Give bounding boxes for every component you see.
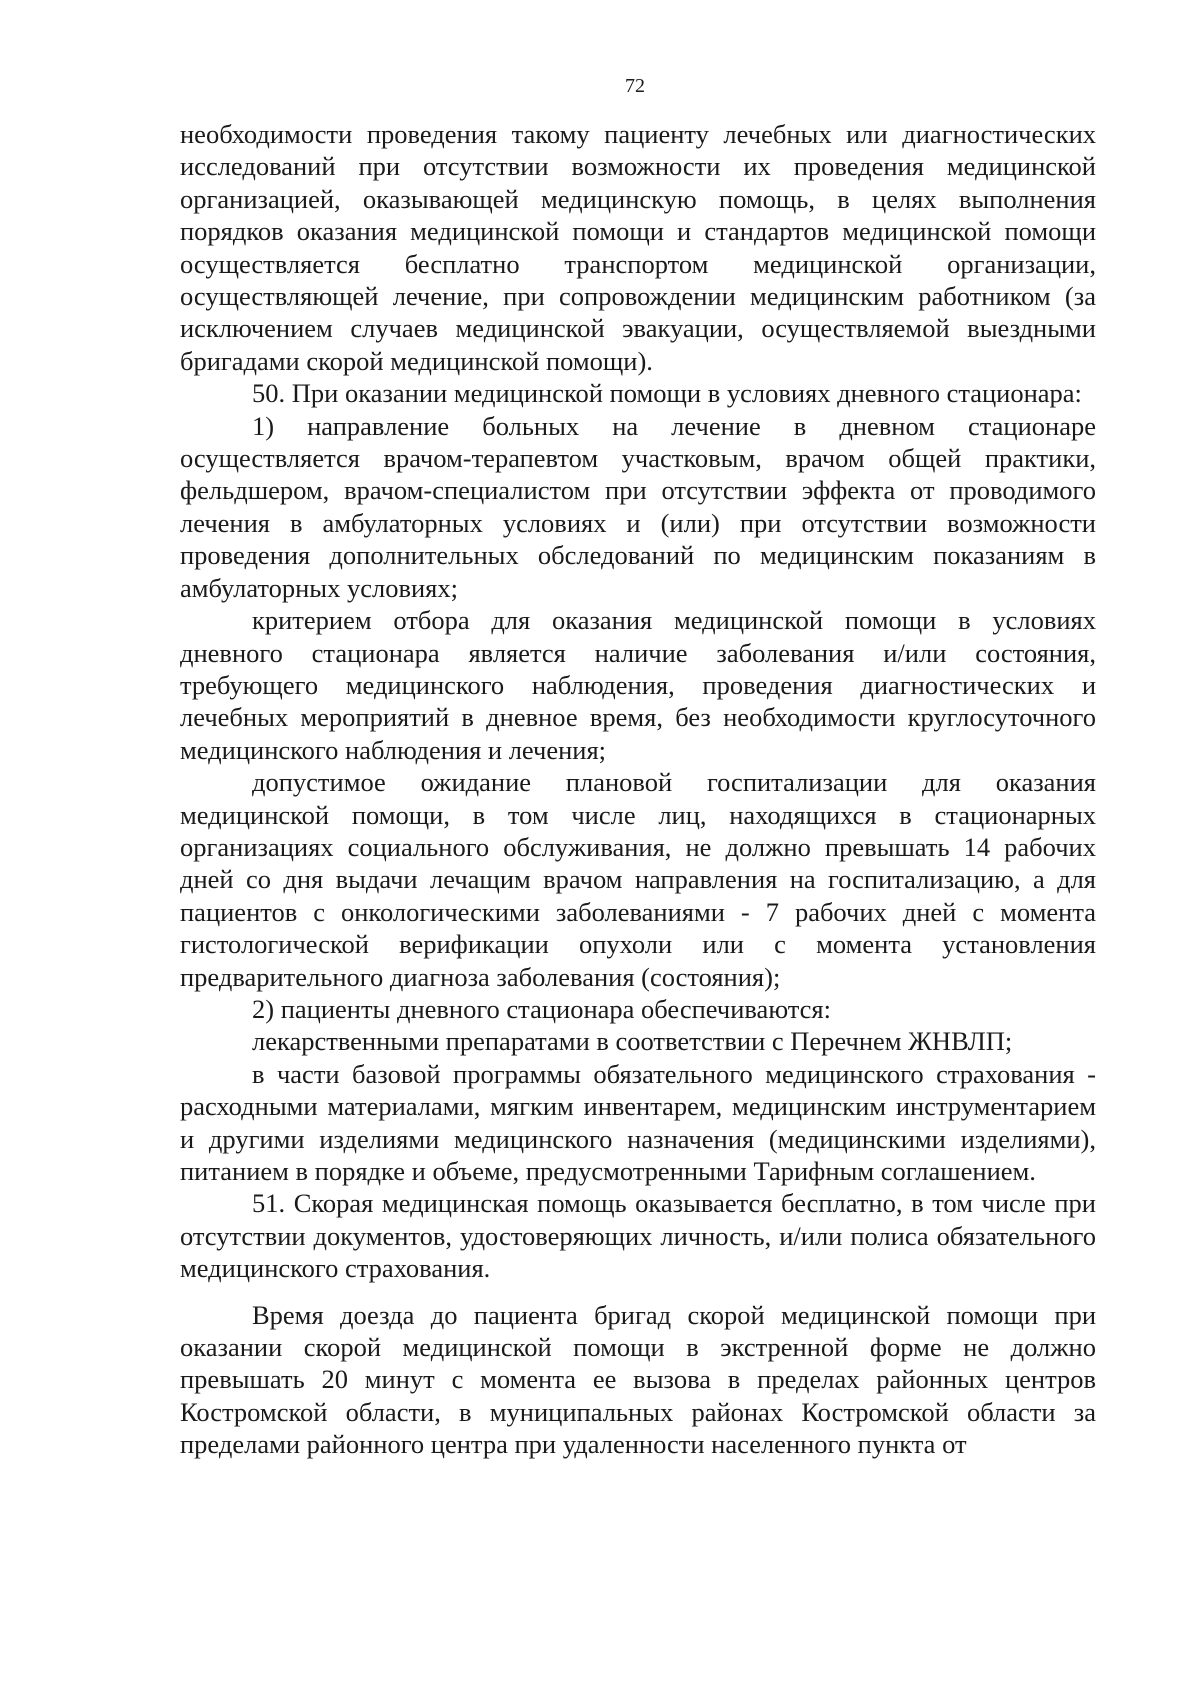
paragraph-waiting-time: допустимое ожидание плановой госпитализации для оказания медицинской помощи, в том числе лиц, находящихся в стационарных организациях социального обслуживания, не должно превышать 14 рабочих дней со дня выдачи лечащим врачом направления на госпитализацию, а для пациентов с онкологическими заболеваниями - 7 рабочих дней с момента гистологической верификации опухоли или с момента установления предварительного диагноза заболевания (состояния); bbox=[180, 767, 1096, 992]
paragraph-medications: лекарственными препаратами в соответствии с Перечнем ЖНВЛП; bbox=[252, 1026, 1013, 1057]
paragraph-selection-criteria: критерием отбора для оказания медицинской помощи в условиях дневного стационара является наличие заболевания и/или состояния, требующего медицинского наблюдения, проведения диагностических и лечебных мероприятий в дневное время, без необходимости круглосуточного медицинского наблюдения и лечения; bbox=[180, 605, 1096, 765]
paragraph-oms-supplies: в части базовой программы обязательного медицинского страхования - расходными материалами, мягким инвентарем, медицинским инструментарием и другими изделиями медицинского назначения (медицинскими изделиями), питанием в порядке и объеме, предусмотренными Тарифным соглашением. bbox=[180, 1058, 1096, 1186]
paragraph-continuation: необходимости проведения такому пациенту лечебных или диагностических исследований при отсутствии возможности их проведения медицинской организацией, оказывающей медицинскую помощь, в целях выполнения порядков оказания медицинской помощи и стандартов медицинской помощи осуществляется бесплатно транспортом медицинской организации, осуществляющей лечение, при сопровождении медицинским работником (за исключением случаев медицинской эвакуации, осуществляемой выездными бригадами скорой медицинской помощи). bbox=[180, 119, 1096, 376]
page-number: 72 bbox=[625, 75, 645, 97]
paragraph-50: 50. При оказании медицинской помощи в условиях дневного стационара: bbox=[252, 378, 1082, 409]
paragraph-50-item-1: 1) направление больных на лечение в дневном стационаре осуществляется врачом-терапевтом участковым, врачом общей практики, фельдшером, врачом-специалистом при отсутствии эффекта от проводимого лечения в амбулаторных условиях и (или) при отсутствии возможности проведения дополнительных обследований по медицинским показаниям в амбулаторных условиях; bbox=[180, 410, 1096, 603]
paragraph-50-item-2: 2) пациенты дневного стационара обеспечиваются: bbox=[252, 993, 831, 1024]
paragraph-arrival-time: Время доезда до пациента бригад скорой медицинской помощи при оказании скорой медицинской помощи в экстренной форме не должно превышать 20 минут с момента ее вызова в пределах районных центров Костромской области, в муниципальных районах Костромской области за пределами районного центра при удаленности населенного пункта от bbox=[180, 1299, 1096, 1460]
paragraph-51: 51. Скорая медицинская помощь оказывается бесплатно, в том числе при отсутствии документов, удостоверяющих личность, и/или полиса обязательного медицинского страхования. bbox=[180, 1188, 1096, 1284]
document-body bbox=[180, 118, 1096, 1461]
